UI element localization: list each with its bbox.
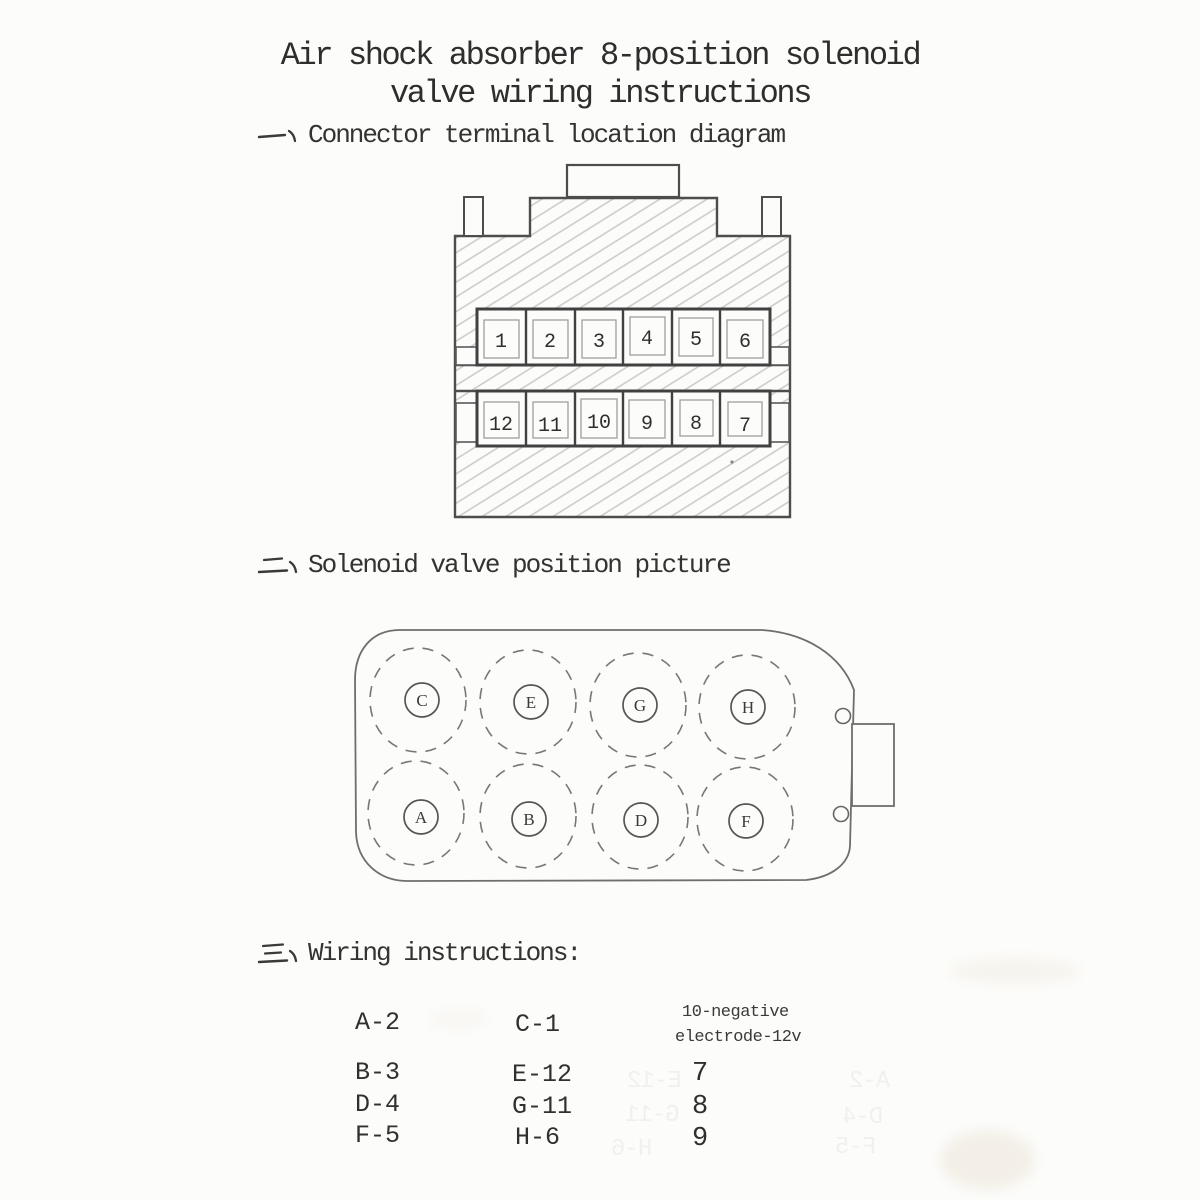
wiring-pair: C-1 bbox=[515, 1010, 561, 1039]
port-letter: D bbox=[634, 811, 648, 830]
connector-terminal-diagram bbox=[440, 150, 810, 540]
scan-smudge bbox=[940, 1130, 1035, 1190]
wiring-pair: G-11 bbox=[512, 1092, 573, 1121]
cjk-two-enumerator-icon bbox=[256, 550, 300, 580]
scan-speck bbox=[730, 460, 733, 463]
negative-electrode-note-line2: electrode-12v bbox=[675, 1028, 802, 1047]
section-heading-3 bbox=[256, 938, 580, 968]
valve-mount-hole-bottom bbox=[834, 807, 849, 822]
ghost-text: E-12 bbox=[628, 1068, 682, 1095]
port-letter: E bbox=[525, 693, 537, 712]
section-heading-2 bbox=[256, 550, 730, 580]
connector-left-post bbox=[464, 197, 483, 236]
ghost-text: G-11 bbox=[626, 1102, 680, 1129]
port-letter: C bbox=[416, 691, 428, 710]
valve-mount-hole-top bbox=[836, 709, 851, 724]
terminal-number: 4 bbox=[640, 328, 654, 351]
wiring-pair: E-12 bbox=[512, 1060, 573, 1089]
connector-right-post bbox=[762, 197, 781, 236]
port-letter: H bbox=[741, 698, 755, 717]
ghost-text: A-2 bbox=[850, 1068, 891, 1095]
scan-smudge bbox=[428, 1008, 488, 1030]
solenoid-valve-diagram bbox=[330, 608, 920, 908]
terminal-number: 1 bbox=[494, 331, 508, 354]
section-2-label: Solenoid valve position picture bbox=[308, 550, 730, 580]
port-letter: B bbox=[523, 810, 535, 829]
terminal-number: 10 bbox=[586, 412, 612, 435]
ghost-text: F-5 bbox=[836, 1134, 877, 1161]
wiring-terminal: 8 bbox=[692, 1092, 709, 1122]
terminal-row-bottom bbox=[477, 391, 770, 446]
wiring-pair: F-5 bbox=[355, 1121, 401, 1150]
negative-electrode-note-line1: 10-negative bbox=[682, 1003, 789, 1022]
wiring-pair: D-4 bbox=[355, 1090, 401, 1119]
wiring-pair: B-3 bbox=[355, 1058, 401, 1087]
page-title-line2: valve wiring instructions bbox=[389, 75, 811, 112]
port-letter: A bbox=[414, 808, 428, 827]
terminal-number: 8 bbox=[689, 413, 703, 436]
terminal-number: 2 bbox=[543, 331, 557, 354]
wiring-terminal: 7 bbox=[692, 1059, 709, 1089]
terminal-number: 11 bbox=[537, 415, 563, 438]
section-3-label: Wiring instructions: bbox=[308, 938, 581, 968]
section-heading-1 bbox=[256, 120, 784, 150]
terminal-number: 3 bbox=[592, 331, 606, 354]
notch-lower-right bbox=[769, 403, 789, 442]
terminal-number: 6 bbox=[738, 331, 752, 354]
section-1-label: Connector terminal location diagram bbox=[308, 120, 785, 150]
cjk-three-enumerator-icon bbox=[256, 938, 300, 968]
terminal-number: 9 bbox=[640, 413, 654, 436]
cjk-one-enumerator-icon bbox=[256, 120, 300, 150]
connector-top-tab bbox=[567, 165, 679, 197]
ghost-text: D-4 bbox=[843, 1104, 884, 1131]
terminal-row-top bbox=[477, 309, 770, 365]
wiring-pair: H-6 bbox=[515, 1123, 561, 1152]
notch-lower-left bbox=[456, 403, 477, 442]
terminal-number: 12 bbox=[488, 414, 514, 437]
page-title-line1: Air shock absorber 8-position solenoid bbox=[280, 37, 920, 74]
wiring-terminal: 9 bbox=[692, 1124, 709, 1154]
notch-upper-left bbox=[456, 347, 477, 365]
wiring-pair: A-2 bbox=[355, 1008, 401, 1037]
valve-side-tab bbox=[852, 724, 894, 806]
notch-upper-right bbox=[769, 347, 789, 365]
terminal-number: 7 bbox=[738, 415, 752, 438]
port-letter: G bbox=[633, 696, 647, 715]
terminal-number: 5 bbox=[689, 329, 703, 352]
ghost-text: H-6 bbox=[612, 1136, 653, 1163]
scan-smudge bbox=[950, 958, 1080, 984]
port-letter: F bbox=[741, 812, 751, 831]
